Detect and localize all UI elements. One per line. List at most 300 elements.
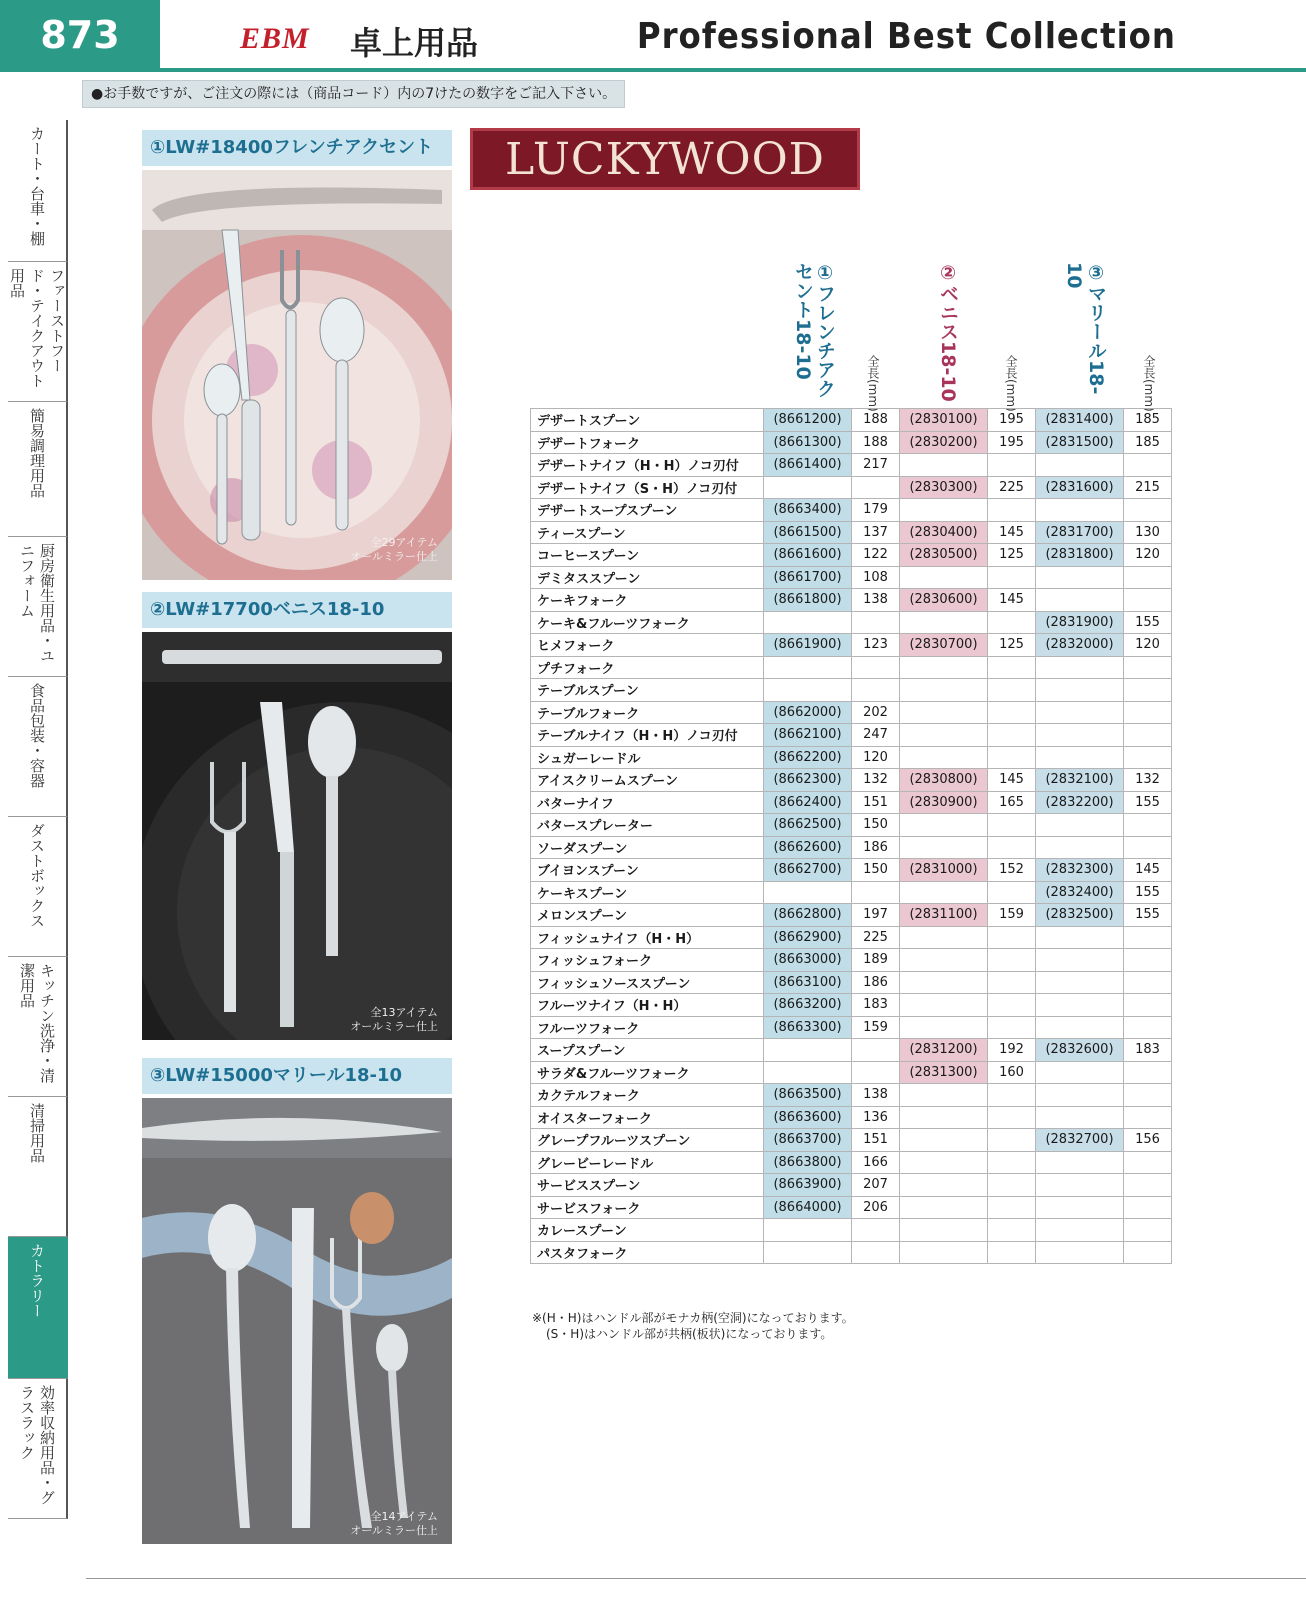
photo-caption-count: 全13アイテム (370, 1006, 438, 1019)
tab-food-packaging[interactable] (8, 677, 68, 817)
code-cell: (2831800) (1036, 544, 1124, 567)
tab-cart[interactable] (8, 120, 68, 262)
footer-rule (86, 1578, 1306, 1579)
table-row (531, 454, 1172, 477)
length-cell: 186 (852, 836, 900, 859)
length-cell (1124, 949, 1172, 972)
length-cell: 183 (1124, 1039, 1172, 1062)
length-cell: 136 (852, 1106, 900, 1129)
page-number: 873 (0, 0, 160, 70)
item-name: フィッシュナイフ（H・H） (531, 926, 764, 949)
length-cell: 165 (988, 791, 1036, 814)
length-cell (988, 1174, 1036, 1197)
column-header-label: ②ベニス18-10 (937, 262, 959, 402)
code-cell: (8662500) (764, 814, 852, 837)
length-cell (852, 679, 900, 702)
photo-title-venice: ②LW#17700ベニス18-10 (142, 592, 452, 628)
item-name: フィッシュフォーク (531, 949, 764, 972)
photo-caption-finish: オールミラー仕上 (350, 550, 438, 563)
table-row (531, 431, 1172, 454)
code-cell (900, 814, 988, 837)
photo-caption-count: 全29アイテム (370, 536, 438, 549)
length-cell: 155 (1124, 904, 1172, 927)
item-name: ケーキフォーク (531, 589, 764, 612)
footnote-sh: (S・H)はハンドル部が共柄(板状)になっております。 (546, 1327, 833, 1341)
length-cell: 225 (852, 926, 900, 949)
length-cell: 195 (988, 409, 1036, 432)
length-cell: 138 (852, 589, 900, 612)
code-cell: (2830500) (900, 544, 988, 567)
length-cell (1124, 1061, 1172, 1084)
code-cell: (2831900) (1036, 611, 1124, 634)
code-cell (900, 499, 988, 522)
length-cell (1124, 656, 1172, 679)
length-cell (1124, 1084, 1172, 1107)
length-cell: 132 (852, 769, 900, 792)
table-row (531, 521, 1172, 544)
code-cell: (8661800) (764, 589, 852, 612)
length-cell: 166 (852, 1151, 900, 1174)
table-row (531, 746, 1172, 769)
code-cell (900, 1241, 988, 1264)
code-cell (1036, 836, 1124, 859)
table-row (531, 589, 1172, 612)
length-cell (1124, 724, 1172, 747)
code-cell (900, 949, 988, 972)
length-cell: 206 (852, 1196, 900, 1219)
code-cell (900, 1174, 988, 1197)
tab-cutlery[interactable] (8, 1237, 68, 1379)
code-cell: (8663800) (764, 1151, 852, 1174)
length-cell: 132 (1124, 769, 1172, 792)
length-cell: 125 (988, 634, 1036, 657)
tab-label: 簡易調理用品 (28, 408, 46, 498)
item-name: アイスクリームスプーン (531, 769, 764, 792)
table-row (531, 1039, 1172, 1062)
table-row (531, 1129, 1172, 1152)
code-cell (764, 1061, 852, 1084)
table-row (531, 814, 1172, 837)
photo-caption-count: 全14アイテム (370, 1510, 438, 1523)
code-cell (1036, 926, 1124, 949)
length-cell: 138 (852, 1084, 900, 1107)
code-cell (1036, 499, 1124, 522)
length-cell: 156 (1124, 1129, 1172, 1152)
code-cell: (2832700) (1036, 1129, 1124, 1152)
code-cell: (2831200) (900, 1039, 988, 1062)
item-name: ブイヨンスプーン (531, 859, 764, 882)
code-cell: (8663400) (764, 499, 852, 522)
code-cell (900, 881, 988, 904)
code-cell: (2830300) (900, 476, 988, 499)
item-name: テーブルナイフ（H・H）ノコ刃付 (531, 724, 764, 747)
length-cell (1124, 746, 1172, 769)
code-cell (1036, 1241, 1124, 1264)
photo-caption-finish: オールミラー仕上 (350, 1020, 438, 1033)
length-cell (988, 1241, 1036, 1264)
item-name: サービススプーン (531, 1174, 764, 1197)
item-name: メロンスプーン (531, 904, 764, 927)
code-cell (900, 971, 988, 994)
length-cell: 217 (852, 454, 900, 477)
code-cell (900, 611, 988, 634)
length-cell: 120 (1124, 634, 1172, 657)
length-cell (988, 971, 1036, 994)
code-cell: (2831300) (900, 1061, 988, 1084)
code-cell (1036, 746, 1124, 769)
column-header-mariel (1045, 262, 1125, 402)
code-cell: (2832000) (1036, 634, 1124, 657)
item-name: ケーキ&フルーツフォーク (531, 611, 764, 634)
item-name: フルーツフォーク (531, 1016, 764, 1039)
length-cell: 155 (1124, 881, 1172, 904)
length-cell (988, 1106, 1036, 1129)
length-cell (1124, 454, 1172, 477)
tab-label: 効率収納用品・グラスラック (18, 1385, 56, 1505)
code-cell: (8662600) (764, 836, 852, 859)
item-name: デザートナイフ（H・H）ノコ刃付 (531, 454, 764, 477)
length-cell (1124, 1241, 1172, 1264)
table-row (531, 1016, 1172, 1039)
page-category: 卓上用品 (350, 24, 479, 62)
table-row (531, 1151, 1172, 1174)
code-cell: (2832600) (1036, 1039, 1124, 1062)
code-cell (1036, 566, 1124, 589)
code-cell (1036, 814, 1124, 837)
code-cell: (2830400) (900, 521, 988, 544)
length-cell: 188 (852, 409, 900, 432)
code-cell (1036, 1151, 1124, 1174)
code-cell (900, 1016, 988, 1039)
item-name: テーブルフォーク (531, 701, 764, 724)
length-cell: 159 (852, 1016, 900, 1039)
length-cell: 122 (852, 544, 900, 567)
length-cell (1124, 1219, 1172, 1242)
tab-label: 食品包装・容器 (28, 683, 46, 788)
length-cell (988, 611, 1036, 634)
code-cell (900, 454, 988, 477)
length-cell: 179 (852, 499, 900, 522)
length-cell: 188 (852, 431, 900, 454)
code-cell: (8662900) (764, 926, 852, 949)
length-cell (1124, 1151, 1172, 1174)
table-row (531, 971, 1172, 994)
length-cell (988, 949, 1036, 972)
length-cell (1124, 589, 1172, 612)
collection-title: Professional Best Collection (636, 16, 1176, 57)
length-cell: 123 (852, 634, 900, 657)
length-cell (852, 1039, 900, 1062)
tab-kitchen-cleaning[interactable] (8, 957, 68, 1097)
table-row (531, 544, 1172, 567)
item-name: オイスターフォーク (531, 1106, 764, 1129)
code-cell: (2832300) (1036, 859, 1124, 882)
brand-text: LUCKYWOOD (505, 133, 825, 185)
code-cell (900, 1084, 988, 1107)
tab-label: カート・台車・棚 (28, 126, 46, 246)
code-cell (1036, 994, 1124, 1017)
length-cell (988, 994, 1036, 1017)
column-header-venice (908, 262, 988, 402)
length-cell: 185 (1124, 409, 1172, 432)
table-row (531, 724, 1172, 747)
code-cell: (2831400) (1036, 409, 1124, 432)
code-cell (1036, 1084, 1124, 1107)
tab-label: 厨房衛生用品・ユニフォーム (18, 543, 56, 663)
code-cell: (8661500) (764, 521, 852, 544)
tab-label: ファーストフード・テイクアウト用品 (8, 268, 66, 388)
category-tabs (8, 120, 68, 1519)
ebm-logo: EBM (240, 22, 310, 55)
length-cell (852, 656, 900, 679)
tab-fastfood[interactable] (8, 262, 68, 402)
code-cell (900, 1129, 988, 1152)
code-cell: (2830800) (900, 769, 988, 792)
code-cell (764, 611, 852, 634)
code-cell: (8662200) (764, 746, 852, 769)
code-cell: (8662700) (764, 859, 852, 882)
code-cell: (2831000) (900, 859, 988, 882)
table-row (531, 1084, 1172, 1107)
length-cell (1124, 679, 1172, 702)
code-cell: (8662000) (764, 701, 852, 724)
length-cell: 137 (852, 521, 900, 544)
code-cell (900, 1219, 988, 1242)
code-cell: (2832400) (1036, 881, 1124, 904)
item-name: テーブルスプーン (531, 679, 764, 702)
code-cell (900, 679, 988, 702)
table-row (531, 679, 1172, 702)
code-cell: (8663500) (764, 1084, 852, 1107)
length-cell (988, 1151, 1036, 1174)
length-cell: 197 (852, 904, 900, 927)
table-row (531, 656, 1172, 679)
length-cell (1124, 1196, 1172, 1219)
code-cell: (2832100) (1036, 769, 1124, 792)
item-name: バタースプレーター (531, 814, 764, 837)
code-cell (900, 701, 988, 724)
length-cell (852, 881, 900, 904)
length-cell (1124, 836, 1172, 859)
item-name: パスタフォーク (531, 1241, 764, 1264)
tab-label: キッチン洗浄・清潔用品 (18, 963, 56, 1083)
code-cell: (2831700) (1036, 521, 1124, 544)
code-cell (1036, 949, 1124, 972)
table-row (531, 1196, 1172, 1219)
code-cell (1036, 724, 1124, 747)
code-cell: (8663000) (764, 949, 852, 972)
table-row (531, 611, 1172, 634)
item-name: サラダ&フルーツフォーク (531, 1061, 764, 1084)
code-cell (764, 476, 852, 499)
photo-title-french: ①LW#18400フレンチアクセント (142, 130, 452, 166)
length-cell (1124, 926, 1172, 949)
code-cell: (8661600) (764, 544, 852, 567)
item-name: デザートフォーク (531, 431, 764, 454)
item-name: デザートナイフ（S・H）ノコ刃付 (531, 476, 764, 499)
item-name: フィッシュソーススプーン (531, 971, 764, 994)
code-cell (1036, 1106, 1124, 1129)
length-cell (852, 1241, 900, 1264)
item-name: プチフォーク (531, 656, 764, 679)
code-cell: (2830600) (900, 589, 988, 612)
length-cell (1124, 566, 1172, 589)
item-name: ケーキスプーン (531, 881, 764, 904)
length-cell: 130 (1124, 521, 1172, 544)
code-cell: (2831600) (1036, 476, 1124, 499)
length-cell: 152 (988, 859, 1036, 882)
table-row (531, 1174, 1172, 1197)
code-cell: (8662100) (764, 724, 852, 747)
code-cell: (2832200) (1036, 791, 1124, 814)
length-cell: 120 (852, 746, 900, 769)
length-cell (988, 499, 1036, 522)
length-cell: 145 (988, 769, 1036, 792)
code-cell: (8663100) (764, 971, 852, 994)
footnote (532, 1310, 854, 1342)
table-row (531, 836, 1172, 859)
code-cell (764, 881, 852, 904)
table-row (531, 994, 1172, 1017)
tab-label: カトラリー (28, 1243, 46, 1318)
table-row (531, 566, 1172, 589)
length-cell: 225 (988, 476, 1036, 499)
length-cell (988, 701, 1036, 724)
length-cell (988, 1016, 1036, 1039)
table-row (531, 769, 1172, 792)
table-row (531, 499, 1172, 522)
item-name: コーヒースプーン (531, 544, 764, 567)
length-cell (988, 926, 1036, 949)
item-name: デザートスープスプーン (531, 499, 764, 522)
code-cell: (8662300) (764, 769, 852, 792)
footnote-hh: ※(H・H)はハンドル部がモナカ柄(空洞)になっております。 (532, 1311, 854, 1325)
length-cell (852, 476, 900, 499)
item-name: グレービーレードル (531, 1151, 764, 1174)
length-cell: 202 (852, 701, 900, 724)
item-name: ティースプーン (531, 521, 764, 544)
column-header-french (784, 262, 844, 402)
tab-hygiene[interactable] (8, 537, 68, 677)
table-row (531, 791, 1172, 814)
length-cell: 150 (852, 814, 900, 837)
length-cell (988, 836, 1036, 859)
length-cell (988, 881, 1036, 904)
length-cell: 185 (1124, 431, 1172, 454)
code-cell (1036, 1219, 1124, 1242)
length-cell (988, 1084, 1036, 1107)
table-row (531, 476, 1172, 499)
length-cell (988, 566, 1036, 589)
length-header: 全長(mm) (866, 355, 880, 412)
tab-simple-cooking[interactable] (8, 402, 68, 537)
length-cell (988, 814, 1036, 837)
code-cell: (2832500) (1036, 904, 1124, 927)
length-cell: 215 (1124, 476, 1172, 499)
length-cell (988, 1219, 1036, 1242)
code-cell (1036, 1174, 1124, 1197)
length-cell: 151 (852, 1129, 900, 1152)
length-cell: 189 (852, 949, 900, 972)
length-cell (988, 454, 1036, 477)
tab-storage[interactable] (8, 1379, 68, 1519)
item-name: ヒメフォーク (531, 634, 764, 657)
item-name: カレースプーン (531, 1219, 764, 1242)
code-cell: (8661900) (764, 634, 852, 657)
luckywood-brand (470, 128, 860, 190)
length-header: 全長(mm) (1004, 355, 1018, 412)
length-cell (1124, 499, 1172, 522)
item-name: デザートスプーン (531, 409, 764, 432)
code-cell (764, 656, 852, 679)
code-cell (900, 724, 988, 747)
table-row (531, 949, 1172, 972)
tab-cleaning[interactable] (8, 1097, 68, 1237)
code-cell (900, 746, 988, 769)
photo-mariel (142, 1098, 452, 1544)
code-cell (900, 656, 988, 679)
item-name: フルーツナイフ（H・H） (531, 994, 764, 1017)
length-cell (852, 611, 900, 634)
item-name: カクテルフォーク (531, 1084, 764, 1107)
length-cell: 151 (852, 791, 900, 814)
table-row (531, 904, 1172, 927)
table-row (531, 1106, 1172, 1129)
tab-dustbox[interactable] (8, 817, 68, 957)
code-cell: (8664000) (764, 1196, 852, 1219)
code-cell (900, 836, 988, 859)
photo-french-accent (142, 170, 452, 580)
code-cell (900, 566, 988, 589)
code-cell: (8663600) (764, 1106, 852, 1129)
length-cell: 145 (988, 589, 1036, 612)
length-cell: 155 (1124, 791, 1172, 814)
table-row (531, 1061, 1172, 1084)
length-cell (988, 656, 1036, 679)
length-cell (1124, 701, 1172, 724)
order-notice: ●お手数ですが、ご注文の際には（商品コード）内の7けたの数字をご記入下さい。 (82, 80, 625, 108)
length-cell: 125 (988, 544, 1036, 567)
code-cell: (8661400) (764, 454, 852, 477)
code-cell (1036, 1061, 1124, 1084)
code-cell (900, 1196, 988, 1219)
code-cell: (2830100) (900, 409, 988, 432)
code-cell (764, 1241, 852, 1264)
table-row (531, 926, 1172, 949)
length-cell (988, 724, 1036, 747)
code-cell: (8661700) (764, 566, 852, 589)
code-cell (1036, 656, 1124, 679)
photo-venice (142, 632, 452, 1040)
code-cell (764, 1039, 852, 1062)
length-cell: 159 (988, 904, 1036, 927)
table-row (531, 881, 1172, 904)
code-cell (1036, 454, 1124, 477)
length-cell: 120 (1124, 544, 1172, 567)
length-cell (852, 1061, 900, 1084)
length-cell: 207 (852, 1174, 900, 1197)
header-rule (0, 68, 1306, 72)
code-cell: (8663700) (764, 1129, 852, 1152)
code-cell (764, 679, 852, 702)
item-name: スープスプーン (531, 1039, 764, 1062)
tab-label: 清掃用品 (28, 1103, 46, 1163)
code-cell: (2830200) (900, 431, 988, 454)
length-cell: 186 (852, 971, 900, 994)
length-cell (1124, 994, 1172, 1017)
table-row (531, 701, 1172, 724)
code-cell (764, 1219, 852, 1242)
